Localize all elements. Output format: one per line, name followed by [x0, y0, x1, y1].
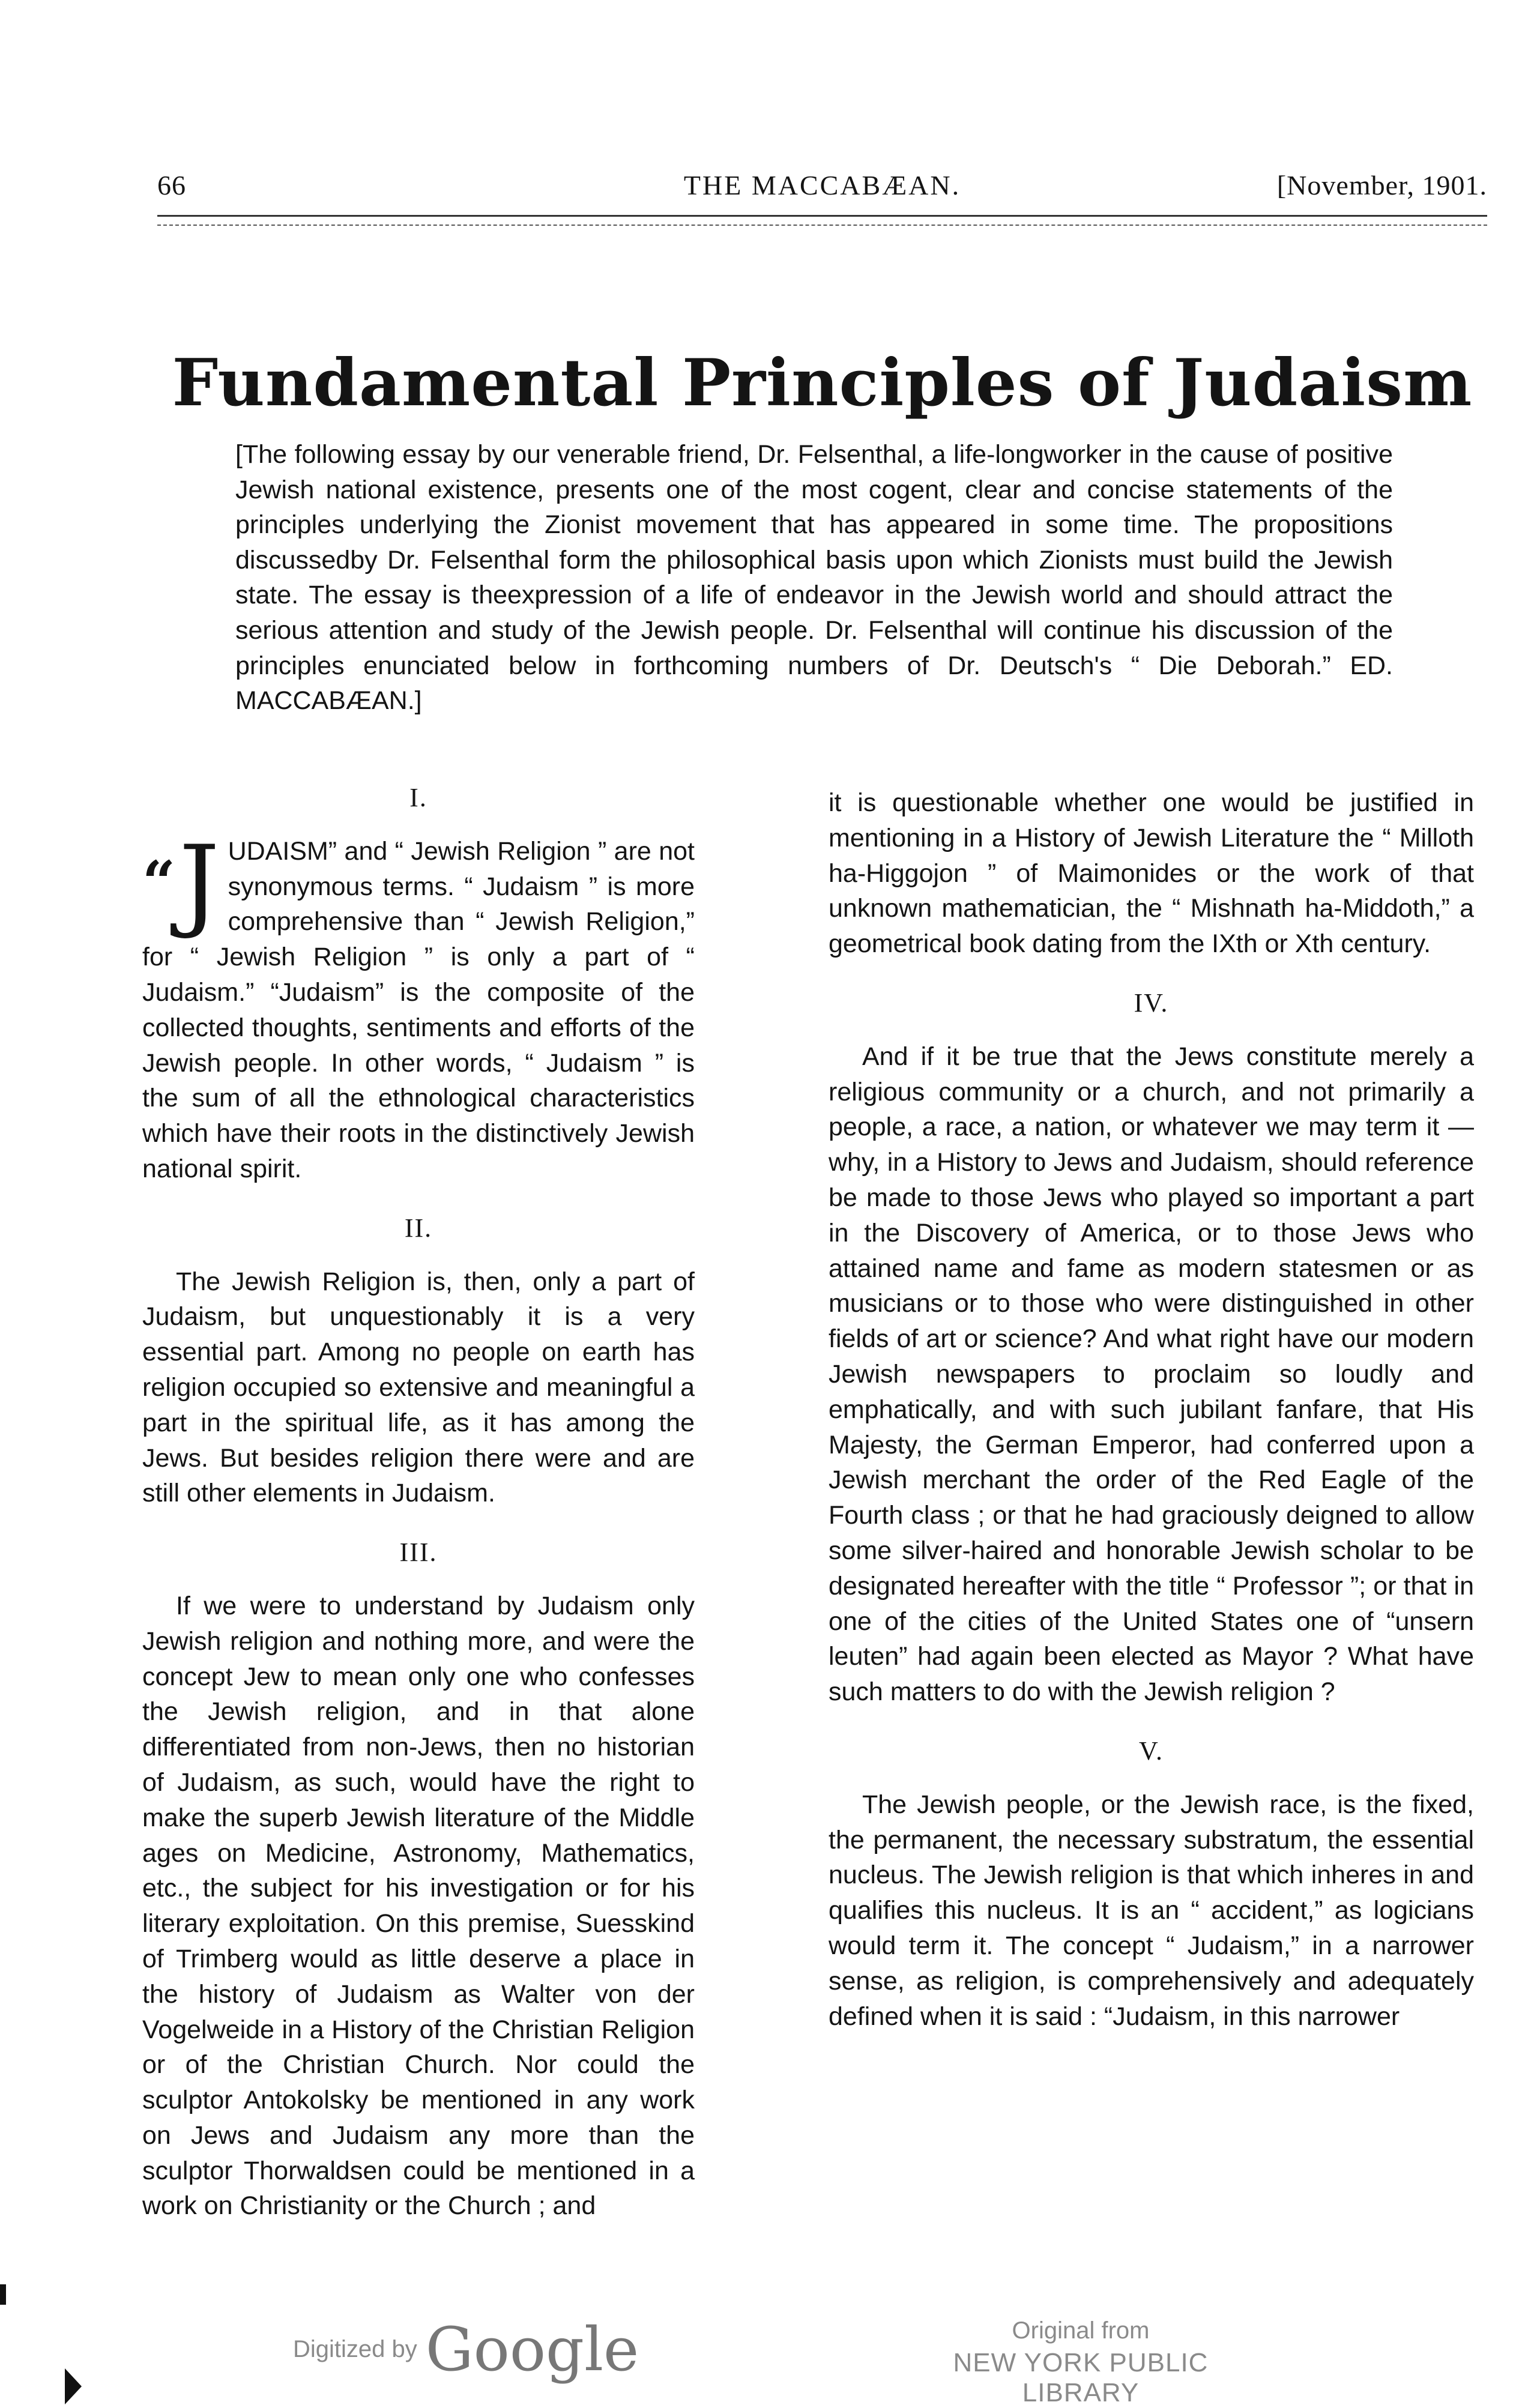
left-column — [142, 780, 695, 2248]
section-number-4: IV. — [1134, 988, 1169, 1018]
section-3-paragraph: If we were to understand by Judaism only Jewish religion and nothing more, and were the concept Jew to mean only one who confesses the Jewish religion, and in that alone differentiated from non-Jews, then no historian of Judaism, as such, would have the right to make the superb Jewish literature of the Middle ages on Medicine, Astronomy, Mathematics, etc., the subject for his investigation or for his literary exploitation. On this premise, Suesskind of Trimberg would as little deserve a place in the history of Judaism as Walter von der Vogelweide in a History of the Christian Religion or of the Christian Church. Nor could the sculptor Antokolsky be mentioned in any work on Jews and Judaism any more than the sculptor Thorwaldsen could be mentioned in a work on Christianity or the Church ; and — [142, 1591, 695, 2221]
original-source-watermark — [895, 2317, 1267, 2408]
library-name: NEW YORK PUBLIC LIBRARY — [953, 2348, 1209, 2407]
section-3-continuation: it is questionable whether one would be justified in mentioning in a History of Jewish Literature the “ Milloth ha-Higgojon ” of Maimonides or the work of that unknown mathematician, the “ Mishnath ha-Middoth,” a geometrical book dating from the IXth or Xth century. — [829, 788, 1474, 959]
scan-edge-mark — [0, 2284, 6, 2305]
section-number-2: II. — [404, 1213, 433, 1243]
journal-title: THE MACCABÆAN. — [683, 170, 961, 201]
article-title: Fundamental Principles of Judaism — [172, 345, 1473, 421]
editor-note: [The following essay by our venerable friend, Dr. Felsenthal, a life-longworker in the cause of positive Jewish national existence, presents one of the most cogent, clear and concise statements of the principles underlying the Zionist movement that has appeared in some time. The propositions discussedby Dr. Felsenthal form the philosophical basis upon which Zionists must build the Jewish state. The essay is theexpression of a life of endeavor in the Jewish world and should attract the serious attention and study of the Jewish people. Dr. Felsenthal will continue his discussion of the principles enunciated below in forthcoming numbers of Dr. Deutsch's “ Die Deborah.” ED. MACCABÆAN.] — [235, 440, 1393, 716]
section-5-paragraph: The Jewish people, or the Jewish race, is the fixed, the permanent, the necessary substratum, the essential nucleus. The Jewish religion is that which inheres in and qualifies this nucleus. It is an “ accident,” as logicians would term it. The concept “ Judaism,” in a narrower sense, as religion, is comprehensively and adequately defined when it is said : “Judaism, in this narrower — [829, 1790, 1474, 2031]
drop-cap — [142, 823, 220, 941]
section-number-1: I. — [409, 783, 427, 812]
section-1-text: UDAISM” and “ Jewish Religion ” are not synonymous terms. “ Judaism ” is more comprehensive than “ Jewish Religion,” for “ Jewish Religion ” is only a part of “ Judaism.” “Judaism” is the composite of the collected thoughts, sentiments and efforts of the Jewish people. In other words, “ Judaism ” is the sum of all the ethnological characteristics which have their roots in the distinctively Jewish national spirit. — [142, 836, 695, 1183]
header-rule-dashed — [157, 225, 1487, 226]
drop-cap-letter: J — [179, 823, 220, 941]
header-rule — [157, 215, 1487, 217]
right-column — [829, 785, 1474, 2058]
section-number-5: V. — [1138, 1736, 1164, 1766]
section-1-paragraph — [142, 823, 695, 1187]
original-from-label: Original from — [1012, 2317, 1150, 2344]
issue-date: [November, 1901. — [1276, 170, 1487, 201]
section-number-3: III. — [399, 1537, 438, 1568]
section-2-paragraph: The Jewish Religion is, then, only a part of Judaism, but unquestionably it is a very essential part. Among no people on earth has religion occupied so extensive and meaningful a part in the spiritual life, as it has among the Jews. But besides religion there were and are still other elements in Judaism. — [142, 1267, 695, 1508]
page-number: 66 — [157, 170, 186, 201]
google-logo: Google — [425, 2314, 639, 2385]
running-header — [157, 169, 1487, 211]
section-4-paragraph: And if it be true that the Jews constitute merely a religious community or a church, and not primarily a people, a race, a nation, or whatever we may term it — why, in a History to Jews and Judaism, should reference be made to those Jews who played so important a part in the Discovery of America, or to those Jews who attained name and fame as modern statesmen or as musicians or to those who were distinguished in other fields of art or science? And what right have our modern Jewish newspapers to proclaim so loudly and emphatically, and with such jubilant fanfare, that His Majesty, the German Emperor, had conferred upon a Jewish merchant the order of the Red Eagle of the Fourth class ; or that he had graciously deigned to allow some silver-haired and honorable Jewish scholar to be designated hereafter with the title “ Professor ”; or that in one of the cities of the United States one of “unsern leuten” had again been elected as Mayor ? What have such matters to do with the Jewish religion ? — [829, 1042, 1474, 1707]
scan-corner-arrow — [65, 2368, 82, 2404]
digitized-by-watermark — [293, 2314, 639, 2385]
digitized-by-label: Digitized by — [293, 2336, 417, 2362]
drop-cap-quote: “ — [142, 848, 176, 916]
